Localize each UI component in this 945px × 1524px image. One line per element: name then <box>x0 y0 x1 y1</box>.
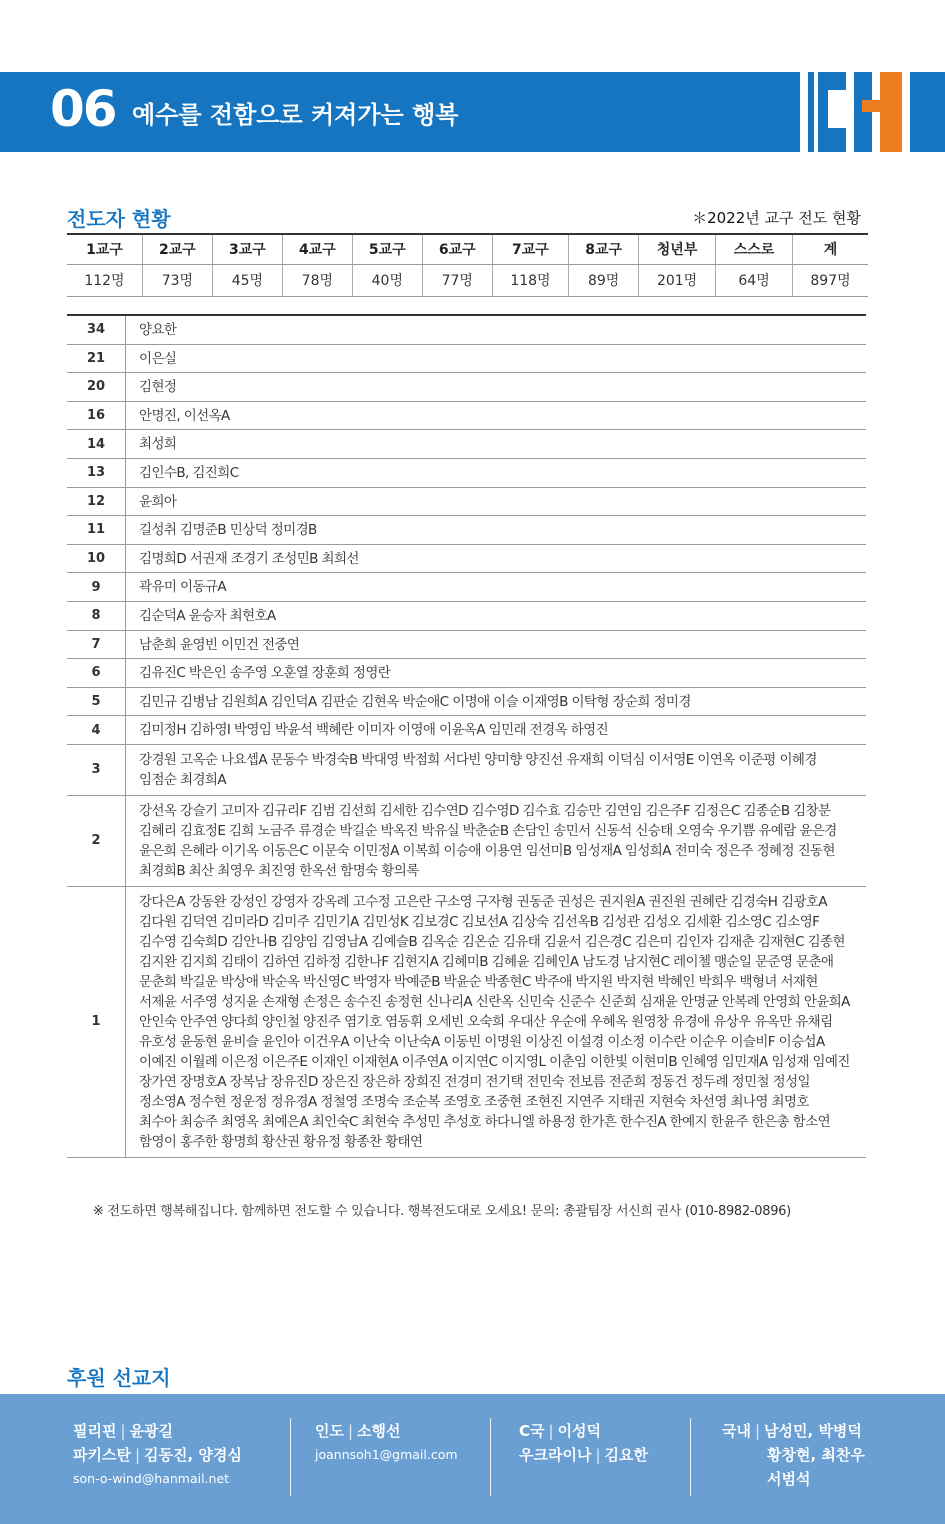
stats-header: 청년부 <box>639 234 716 264</box>
evangelism-count: 11 <box>86 522 106 538</box>
stats-header: 3교구 <box>212 234 282 264</box>
name-line: 김명희D 서권재 조경기 조성민B 최희선 <box>139 550 359 567</box>
stats-value: 118명 <box>492 264 568 296</box>
name-line: 임점순 최경희A <box>139 771 226 788</box>
missionary-names: 소행선 <box>357 1422 401 1440</box>
evangelist-names <box>125 745 866 795</box>
evangelist-names <box>125 688 866 716</box>
name-line: 최성희 <box>139 436 177 453</box>
evangelism-count: 4 <box>91 722 101 738</box>
name-line: 함영이 홍주한 황명희 황산권 황유정 황종찬 황태연 <box>139 1133 423 1150</box>
stats-header: 7교구 <box>492 234 568 264</box>
evangelism-count: 3 <box>91 762 101 778</box>
divider: | <box>754 1422 761 1440</box>
mission-column-4 <box>722 1419 865 1491</box>
stats-table <box>67 233 868 297</box>
name-line: 안인숙 안주연 양다희 양인철 양진주 염기호 염동휘 오세빈 오숙희 우대산 우순애 우혜옥 원영창 유경애 유상우 유옥만 유채림 <box>139 1013 833 1030</box>
evangelism-count: 2 <box>91 833 101 849</box>
evangelist-row <box>67 631 866 660</box>
name-line: 안명진, 이선옥A <box>139 407 230 424</box>
evangelist-row <box>67 745 866 796</box>
missionary-names: 서범석 <box>767 1470 811 1488</box>
evangelist-row <box>67 316 866 345</box>
evangelist-row <box>67 430 866 459</box>
column-divider <box>290 1418 291 1496</box>
stats-header: 계 <box>793 234 868 264</box>
name-line: 길성취 김명준B 민상덕 정미경B <box>139 522 317 539</box>
name-line: 김미정H 김하영I 박영임 박윤석 백혜란 이미자 이영애 이윤옥A 임민래 전경옥 하영진 <box>139 722 609 739</box>
stats-header: 4교구 <box>282 234 352 264</box>
divider: | <box>595 1446 601 1464</box>
evangelist-row <box>67 688 866 717</box>
stats-value-row <box>67 264 868 296</box>
name-line: 남춘희 윤영빈 이민건 전중연 <box>139 636 300 653</box>
stats-value: 78명 <box>282 264 352 296</box>
evangelist-names <box>125 887 866 1157</box>
name-line: 양요한 <box>139 322 177 338</box>
name-line: 강경원 고옥순 나요셉A 문동수 박경숙B 박대영 박점희 서다빈 양미향 양진선 유재희 이덕심 이서영E 이연옥 이준평 이혜경 <box>139 751 817 768</box>
mission-column-3 <box>519 1419 648 1467</box>
evangelist-names <box>125 430 866 458</box>
name-line: 김인수B, 김진희C <box>139 464 239 481</box>
divider: | <box>548 1422 554 1440</box>
evangelist-names <box>125 402 866 430</box>
evangelist-row <box>67 373 866 402</box>
evangelism-count: 5 <box>91 694 101 710</box>
evangelist-row <box>67 659 866 688</box>
mission-country: 인도 <box>315 1422 344 1440</box>
mission-column-1 <box>73 1419 242 1491</box>
evangelist-list <box>67 314 866 1158</box>
evangelist-row <box>67 459 866 488</box>
mission-country: 우크라이나 <box>519 1446 592 1464</box>
name-line: 최수아 최승주 최영옥 최예은A 최인숙C 최현숙 추성민 추성호 하다니엘 하용정 한가흔 한수진A 한예지 한윤주 한은총 함소연 <box>139 1113 831 1130</box>
mission-email: son-o-wind@hanmail.net <box>73 1471 230 1486</box>
evangelist-row <box>67 796 866 887</box>
missions-footer <box>0 1394 945 1524</box>
stats-value: 73명 <box>142 264 212 296</box>
page-title: 예수를 전함으로 커져가는 행복 <box>132 101 459 129</box>
missionary-names: 황창현, 최찬우 <box>767 1446 865 1464</box>
missionary-names: 이성덕 <box>557 1422 602 1440</box>
evangelism-count: 6 <box>91 665 101 681</box>
evangelist-names <box>125 716 866 744</box>
evangelist-row <box>67 345 866 374</box>
evangelist-names <box>125 459 866 487</box>
name-line: 이은실 <box>139 350 177 367</box>
section-title-evangelists: 전도자 현황 <box>67 207 171 231</box>
name-line: 김유진C 박은인 송주영 오훈열 장훈희 정영란 <box>139 665 391 682</box>
column-divider <box>490 1418 491 1496</box>
divider: | <box>120 1422 126 1440</box>
year-note: ＊2022년 교구 전도 현황 <box>692 209 861 227</box>
evangelism-count: 14 <box>86 436 106 452</box>
mission-country: C국 <box>519 1422 545 1440</box>
evangelist-names <box>125 373 866 401</box>
mission-email: joannsoh1@gmail.com <box>315 1447 458 1462</box>
evangelist-row <box>67 402 866 431</box>
mission-country: 국내 <box>722 1422 751 1440</box>
mission-country: 필리핀 <box>73 1422 117 1440</box>
name-line: 김지완 김지희 김태이 김하연 김하정 김한나F 김현지A 김혜미B 김혜윤 김혜인A 남도경 남지현C 레이첼 맹순일 문준영 문춘애 <box>139 953 834 970</box>
name-line: 강다은A 강동완 강성인 강영자 강옥례 고수정 고은란 구소영 구자형 권동준 권성은 권지원A 권진원 권혜란 김경숙H 김광호A <box>139 893 827 910</box>
missionary-names: 김동진, 양경심 <box>144 1446 242 1464</box>
evangelist-names <box>125 602 866 630</box>
name-line: 김현정 <box>139 379 177 396</box>
section-number: 06 <box>50 80 116 138</box>
name-line: 장가연 장명호A 장복남 장유진D 장은진 장은하 장희진 전경미 전기택 전민숙 전보름 전준희 정동건 정두례 정민철 정성일 <box>139 1073 810 1090</box>
evangelist-names <box>125 796 866 886</box>
name-line: 윤희아 <box>139 493 177 510</box>
evangelism-count: 7 <box>91 636 101 652</box>
stats-value: 45명 <box>212 264 282 296</box>
evangelist-names <box>125 659 866 687</box>
mission-country: 파키스탄 <box>73 1446 131 1464</box>
stats-value: 40명 <box>352 264 422 296</box>
evangelism-count: 10 <box>86 551 106 567</box>
stats-value: 201명 <box>639 264 716 296</box>
missionary-names: 김요한 <box>604 1446 648 1464</box>
evangelist-names <box>125 516 866 544</box>
evangelist-row <box>67 602 866 631</box>
stats-value: 64명 <box>716 264 793 296</box>
name-line: 윤은희 은혜라 이기옥 이동은C 이문숙 이민정A 이복희 이승애 이용연 임선미B 임성재A 임성희A 전미숙 정은주 정혜정 진동현 <box>139 842 835 859</box>
evangelism-count: 20 <box>86 379 106 395</box>
stats-header-row <box>67 234 868 264</box>
evangelist-names <box>125 345 866 373</box>
evangelism-count: 21 <box>86 350 106 366</box>
divider: | <box>347 1422 354 1440</box>
name-line: 정소영A 정수현 정운정 정유경A 정철영 조명숙 조순복 조영호 조중현 조현진 지연주 지태권 지현숙 차선영 최나영 최명호 <box>139 1093 809 1110</box>
name-line: 유호성 윤동현 윤비슬 윤인아 이건우A 이난숙 이난숙A 이동빈 이명원 이상진 이설경 이소정 이수란 이순우 이슬비F 이승섭A <box>139 1033 825 1050</box>
name-line: 김민규 김병남 김원희A 김인덕A 김판순 김현옥 박순애C 이명애 이슬 이재영B 이탁형 장순희 정미경 <box>139 693 691 710</box>
church-logo <box>800 72 910 152</box>
evangelist-row <box>67 516 866 545</box>
stats-value: 112명 <box>67 264 142 296</box>
name-line: 문춘희 박길운 박상애 박순옥 박신영C 박영자 박예준B 박윤순 박종현C 박주애 박지원 박지현 박혜인 박희우 백형녀 서재현 <box>139 973 818 990</box>
divider: | <box>134 1446 141 1464</box>
name-line: 강선옥 강슬기 고미자 김규리F 김범 김선희 김세한 김수연D 김수영D 김수효 김승만 김연임 김은주F 김정은C 김종순B 김창분 <box>139 802 831 819</box>
stats-header: 8교구 <box>569 234 639 264</box>
section-title-missions: 후원 선교지 <box>67 1366 171 1390</box>
stats-value: 89명 <box>569 264 639 296</box>
stats-header: 6교구 <box>422 234 492 264</box>
missionary-names: 윤광길 <box>129 1422 174 1440</box>
column-divider <box>690 1418 691 1496</box>
name-line: 김혜리 김효정E 김희 노금주 류경순 박길순 박옥진 박유실 박춘순B 손담인 송민서 신동석 신승태 오영숙 우기쁨 유예람 윤은경 <box>139 822 837 839</box>
evangelist-names <box>125 545 866 573</box>
evangelism-count: 8 <box>91 608 101 624</box>
stats-value: 897명 <box>793 264 868 296</box>
name-line: 곽유미 이동규A <box>139 579 226 596</box>
evangelism-count: 16 <box>86 408 106 424</box>
name-line: 김다원 김덕연 김미라D 김미주 김민기A 김민성K 김보경C 김보선A 김상숙 김선옥B 김성관 김성오 김세환 김소영C 김소영F <box>139 913 820 930</box>
evangelist-row <box>67 887 866 1158</box>
evangelist-names <box>125 488 866 516</box>
footnote: ※ 전도하면 행복해집니다. 함께하면 전도할 수 있습니다. 행복전도대로 오세요! 문의: 총괄팀장 서신희 권사 (010-8982-0896) <box>93 1204 791 1219</box>
stats-value: 77명 <box>422 264 492 296</box>
name-line: 서제윤 서주영 성지윤 손재형 손정은 송수진 송정현 신나리A 신란옥 신민숙 신준수 신준희 심재윤 안명균 안복례 안영희 안윤희A <box>139 993 850 1010</box>
evangelist-row <box>67 573 866 602</box>
name-line: 이예진 이월례 이은정 이은주E 이재인 이재현A 이주연A 이지연C 이지영L 이춘임 이한빛 이현미B 인혜영 임민재A 임성재 임예진 <box>139 1053 850 1070</box>
evangelist-row <box>67 545 866 574</box>
name-line: 김순덕A 윤승자 최현호A <box>139 607 276 624</box>
evangelist-row <box>67 716 866 745</box>
evangelism-count: 34 <box>86 322 106 338</box>
stats-header: 5교구 <box>352 234 422 264</box>
name-line: 최경희B 최산 최영우 최진영 한옥선 함명숙 황의록 <box>139 862 419 879</box>
evangelism-count: 9 <box>91 579 101 595</box>
name-line: 김수영 김숙희D 김안나B 김양임 김영남A 김예슬B 김옥순 김온순 김유태 김윤서 김은경C 김은미 김인자 김재춘 김재현C 김종현 <box>139 933 845 950</box>
evangelist-row <box>67 488 866 517</box>
evangelist-names <box>125 573 866 601</box>
stats-header: 2교구 <box>142 234 212 264</box>
evangelism-count: 12 <box>86 493 106 509</box>
evangelism-count: 1 <box>91 1014 101 1030</box>
mission-column-2 <box>315 1419 458 1467</box>
evangelist-names <box>125 316 866 344</box>
evangelism-count: 13 <box>86 465 106 481</box>
missionary-names: 남성민, 박병덕 <box>764 1422 862 1440</box>
stats-header: 1교구 <box>67 234 142 264</box>
evangelist-names <box>125 631 866 659</box>
stats-header: 스스로 <box>716 234 793 264</box>
